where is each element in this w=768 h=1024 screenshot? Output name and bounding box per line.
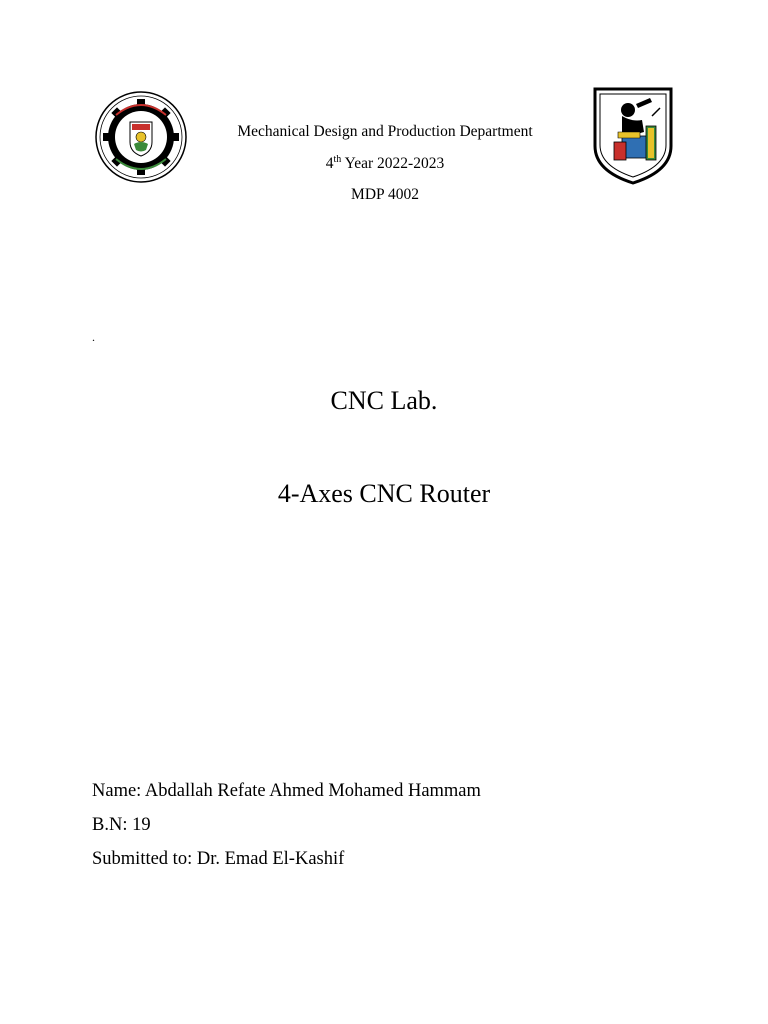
submitted-to: Submitted to: Dr. Emad El-Kashif xyxy=(92,849,345,869)
year-ordinal-suffix: th xyxy=(333,153,342,165)
project-title: 4-Axes CNC Router xyxy=(277,479,491,508)
cairo-university-emblem-icon xyxy=(592,86,674,186)
student-name: Name: Abdallah Refate Ahmed Mohamed Hammam xyxy=(92,781,481,801)
department-name: Mechanical Design and Production Department xyxy=(237,123,533,140)
year-range: Year 2022-2023 xyxy=(341,155,445,172)
lab-title: CNC Lab. xyxy=(330,386,438,415)
year-number: 4 xyxy=(325,155,334,172)
faculty-gear-emblem-icon xyxy=(94,90,188,184)
separator-dot: . xyxy=(92,330,95,344)
course-code: MDP 4002 xyxy=(351,186,419,203)
bench-number: B.N: 19 xyxy=(92,815,151,835)
academic-year xyxy=(190,155,580,173)
